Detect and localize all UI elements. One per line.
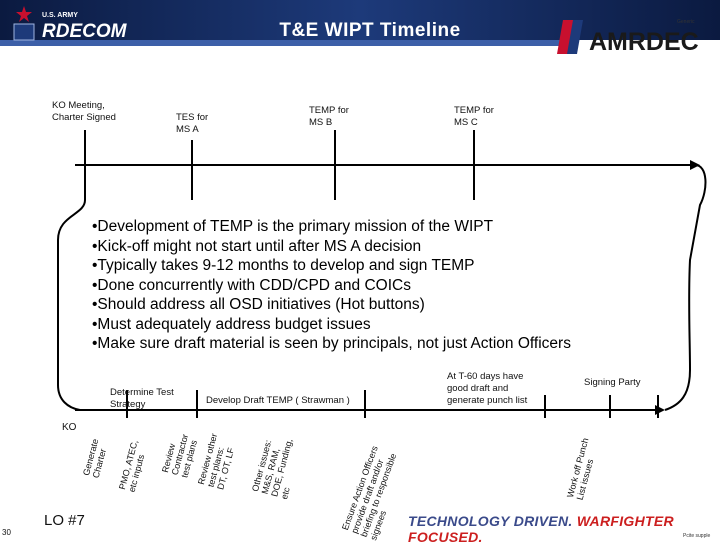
bullet-item: •Make sure draft material is seen by principals, not just Action Officers (92, 335, 571, 352)
bullet-item: •Done concurrently with CDD/CPD and COICs (92, 276, 411, 294)
milestone-ko-meeting: KO Meeting, Charter Signed (52, 100, 116, 123)
lo-label: LO #7 (44, 512, 85, 529)
milestone-tes-ms-a: TES for MS A (176, 112, 209, 135)
bullet-item: •Kick-off might not start until after MS A decision (92, 237, 422, 255)
milestone-temp-ms-c: TEMP for MS C (454, 105, 494, 128)
logo-text: RDECOM (42, 21, 127, 42)
bullet-list (92, 217, 652, 354)
bullet-item: •Must adequately address budget issues (92, 315, 371, 333)
page-number: 30 (2, 528, 11, 537)
signing-party-label: Signing Party (584, 377, 641, 388)
rotated-label-other-issues: Other issues: M&S, RAM, DOE, Funding, etc (250, 437, 295, 501)
bullet-item: •Development of TEMP is the primary mission of the WIPT (92, 218, 494, 235)
logo-subtext: U.S. ARMY (42, 12, 78, 19)
determine-strategy-label: Determine Test Strategy (110, 387, 174, 410)
tagline-warfighter: WARFIGHTER FOCUSED. (408, 513, 674, 545)
ko-label: KO (62, 422, 77, 433)
footer-note: Pcite supple (683, 533, 711, 539)
footer-tagline (408, 513, 720, 545)
page-title: T&E WIPT Timeline (279, 20, 461, 41)
bullet-item: •Typically takes 9-12 months to develop and sign TEMP (92, 257, 475, 274)
milestone-temp-ms-b: TEMP for MS B (309, 105, 349, 128)
rotated-label-generate-charter: Generate Charter (81, 437, 109, 480)
tagline-technology: TECHNOLOGY DRIVEN. (408, 513, 573, 529)
rotated-label-other-test-plans: Review other test plans: DT, OT, LF (196, 432, 237, 491)
rotated-label-punch-list-issues: Work off Punch List issues (565, 436, 596, 502)
rotated-label-pmo-inputs: PMO, ATEC, etc inputs (117, 438, 147, 494)
amrdec-logo-subtext: Generic (677, 19, 695, 25)
amrdec-logo-text: AMRDEC (589, 28, 699, 56)
bullet-item: •Should address all OSD initiatives (Hot buttons) (92, 296, 425, 313)
rotated-label-contractor-plans: Review Contractor test plans (160, 432, 199, 479)
develop-draft-label: Develop Draft TEMP ( Strawman ) (206, 395, 350, 406)
punch-list-label: At T-60 days have good draft and generate punch list (447, 371, 528, 406)
rotated-label-ensure-action-officers: Ensure Action Officers provide draft and/or briefing to responsible signees (340, 444, 399, 542)
